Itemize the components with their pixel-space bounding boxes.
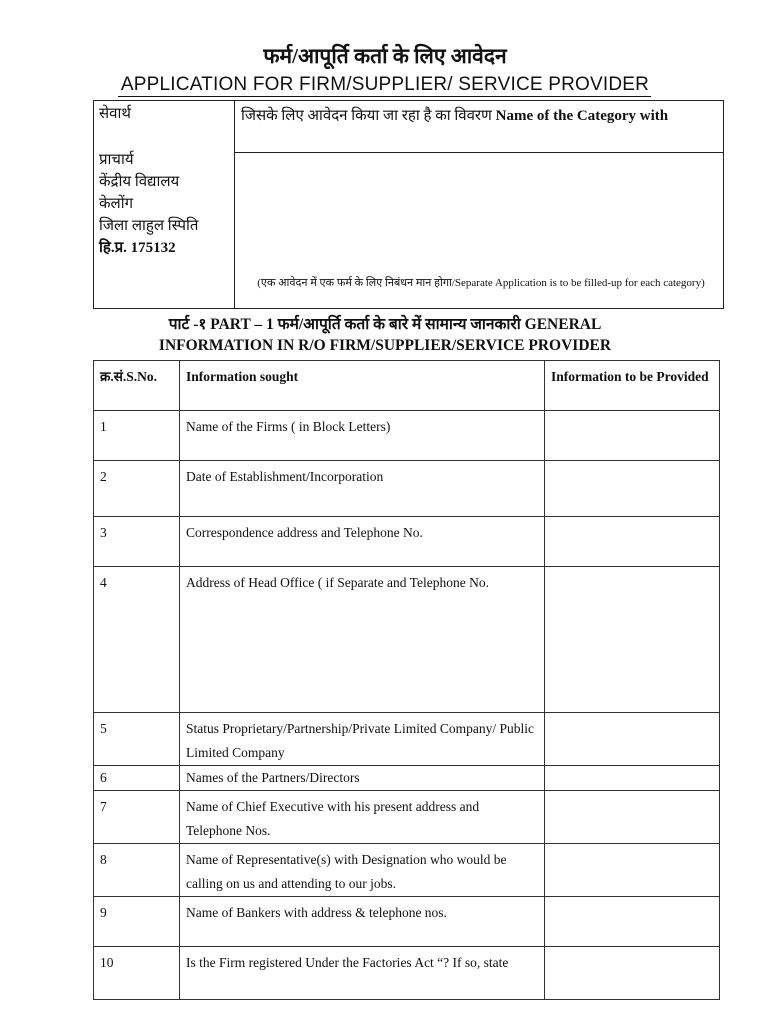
row-number: 5 [94,713,180,766]
row-info-sought: Name of the Firms ( in Block Letters) [180,411,545,461]
address-line: जिला लाहुल स्पिति [99,218,199,234]
table-header-row [94,361,720,411]
address-line: प्राचार्य [99,152,134,168]
box-divider-horizontal [234,152,723,153]
category-label [241,103,719,129]
table-row [94,567,720,713]
row-number: 4 [94,567,180,713]
row-info-sought: Status Proprietary/Partnership/Private Limited Company/ Public Limited Company [180,713,545,766]
row-info-provided-field[interactable] [545,517,720,567]
box-divider-vertical [234,101,235,308]
address-pin: हि.प्र. 175132 [99,240,176,256]
address-lines [99,149,198,259]
row-number: 7 [94,791,180,844]
row-number: 1 [94,411,180,461]
row-number: 6 [94,766,180,791]
information-table [93,360,720,1000]
title-underline [118,96,651,97]
title-hindi: फर्म/आपूर्ति कर्ता के लिए आवेदन [263,44,507,68]
row-info-provided-field[interactable] [545,897,720,947]
header-sno: क्र.सं.S.No. [94,361,180,411]
category-note-english: /Separate Application is to be filled-up for each category) [451,277,705,289]
table-row [94,947,720,1000]
row-number: 10 [94,947,180,1000]
row-info-provided-field[interactable] [545,844,720,897]
row-info-provided-field[interactable] [545,567,720,713]
table-row [94,411,720,461]
address-to: सेवार्थ [99,106,131,122]
row-info-sought: Address of Head Office ( if Separate and Telephone No. [180,567,545,713]
category-label-english: Name of the Category with [495,108,669,124]
header-info-sought: Information sought [180,361,545,411]
table-row [94,517,720,567]
row-info-provided-field[interactable] [545,766,720,791]
part-heading-line1: पार्ट -१ PART – 1 फर्म/आपूर्ति कर्ता के बारे में सामान्य जानकारी GENERAL [168,316,602,333]
row-number: 2 [94,461,180,517]
row-info-sought: Name of Representative(s) with Designation who would be calling on us and attending to our jobs. [180,844,545,897]
address-line: केंद्रीय विद्यालय [99,174,180,190]
table-row [94,713,720,766]
row-number: 9 [94,897,180,947]
row-info-provided-field[interactable] [545,713,720,766]
category-label-hindi: जिसके लिए आवेदन किया जा रहा है का विवरण [241,108,492,124]
header-info-provided: Information to be Provided [545,361,720,411]
category-note-hindi: (एक आवेदन में एक फर्म के लिए निबंधन मान होगा [257,277,452,289]
row-info-provided-field[interactable] [545,947,720,1000]
address-line: केलोंग [99,196,134,212]
title-english: APPLICATION FOR FIRM/SUPPLIER/ SERVICE PROVIDER [120,74,650,95]
row-info-provided-field[interactable] [545,461,720,517]
row-info-sought: Date of Establishment/Incorporation [180,461,545,517]
row-number: 3 [94,517,180,567]
table-row [94,766,720,791]
row-number: 8 [94,844,180,897]
row-info-provided-field[interactable] [545,411,720,461]
table-row [94,897,720,947]
row-info-sought: Is the Firm registered Under the Factories Act “? If so, state [180,947,545,1000]
row-info-sought: Name of Bankers with address & telephone nos. [180,897,545,947]
row-info-sought: Correspondence address and Telephone No. [180,517,545,567]
row-info-sought: Name of Chief Executive with his present address and Telephone Nos. [180,791,545,844]
table-row [94,461,720,517]
table-row [94,844,720,897]
table-row [94,791,720,844]
part-heading-line2: INFORMATION IN R/O FIRM/SUPPLIER/SERVICE PROVIDER [158,337,612,354]
row-info-sought: Names of the Partners/Directors [180,766,545,791]
address-category-box [93,100,724,309]
row-info-provided-field[interactable] [545,791,720,844]
category-note [244,274,718,292]
